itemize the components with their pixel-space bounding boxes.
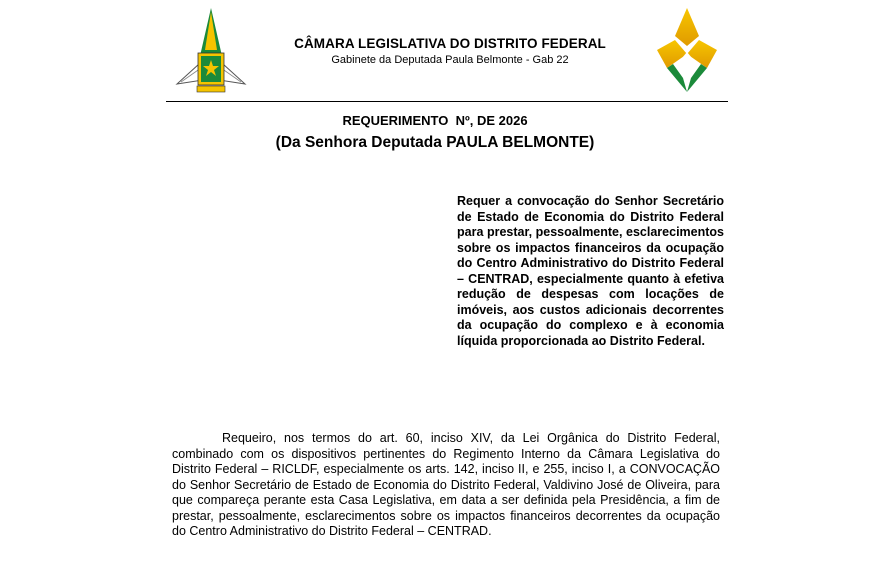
df-brasilia-logo	[653, 6, 721, 96]
document-body-paragraph: Requeiro, nos termos do art. 60, inciso XIV, da Lei Orgânica do Distrito Federal, combinado com os dispositivos pertinentes do Regimento Interno da Câmara Legislativa do Distrito Federal – RICLDF, especialmente os arts. 142, inciso II, e 255, inciso I, a CONVOCAÇÃO do Senhor Secretário de Estado de Economia do Distrito Federal, Valdivino José de Oliveira, para que compareça perante esta Casa Legislativa, em data a ser definida pela Presidência, a fim de prestar, pessoalmente, esclarecimentos sobre os impactos financeiros decorrentes da ocupação do Centro Administrativo do Distrito Federal – CENTRAD.	[172, 431, 720, 538]
header-divider	[166, 101, 728, 102]
document-author: (Da Senhora Deputada PAULA BELMONTE)	[275, 134, 595, 151]
cldf-coat-of-arms-logo	[175, 6, 247, 96]
document-ementa: Requer a convocação do Senhor Secretário de Estado de Economia do Distrito Federal para prestar, pessoalmente, esclarecimentos sobre os impactos financeiros da ocupação do Centro Administrativo do Distrito Federal – CENTRAD, especialmente quanto à efetiva redução de despesas com locações de imóveis, aos custos adicionais decorrentes da ocupação do complexo e à economia líquida proporcionada ao Distrito Federal.	[457, 194, 724, 348]
header-organization	[260, 36, 640, 66]
organization-title: CÂMARA LEGISLATIVA DO DISTRITO FEDERAL	[294, 36, 606, 51]
organization-subtitle: Gabinete da Deputada Paula Belmonte - Gab 22	[331, 54, 569, 66]
document-title: REQUERIMENTO Nº, DE 2026	[342, 113, 528, 128]
